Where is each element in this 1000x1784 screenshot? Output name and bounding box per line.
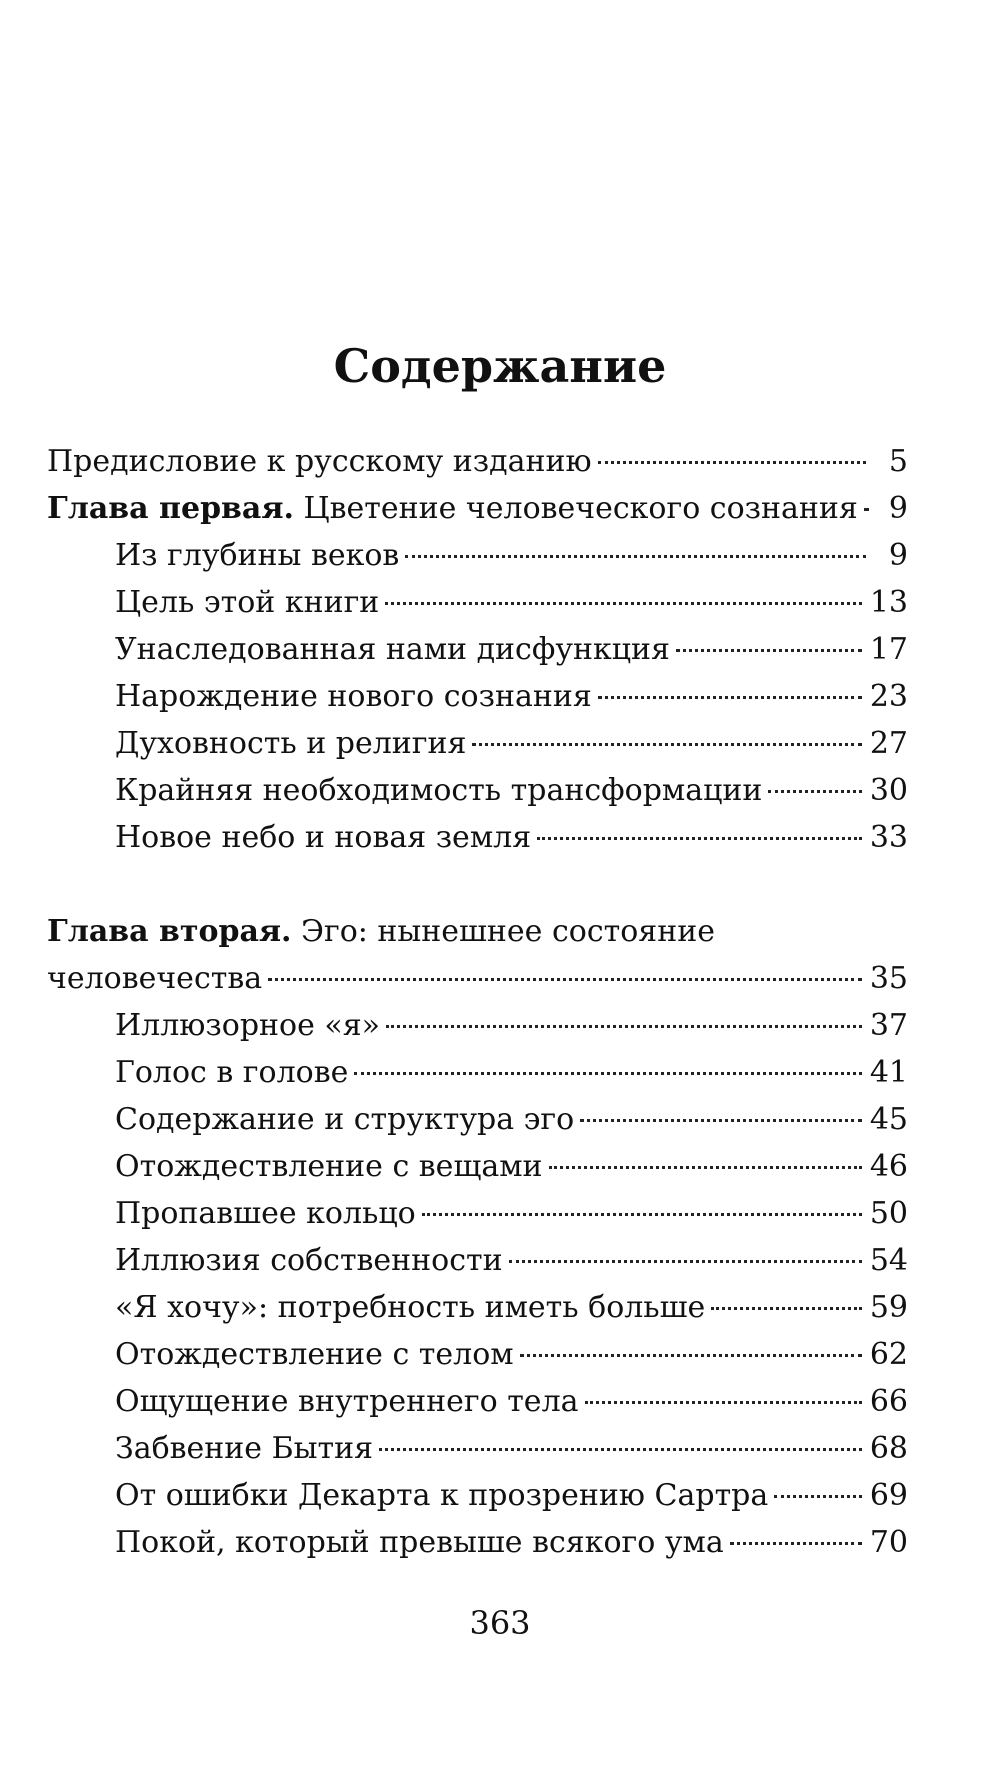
toc-entry-page: 45: [869, 1102, 908, 1137]
toc-entry-label: Предисловие к русскому изданию: [47, 444, 592, 479]
toc-entry-label: Цель этой книги: [115, 585, 380, 620]
toc-entry-page: 9: [888, 491, 908, 526]
leader-dots: [730, 1542, 862, 1545]
toc-entry-label: Голос в голове: [115, 1055, 349, 1090]
chapter-label: Глава первая.: [47, 491, 294, 526]
leader-dots: [379, 1448, 862, 1451]
leader-dots: [385, 602, 862, 605]
leader-dots: [598, 461, 866, 464]
toc-entry-page: 54: [869, 1243, 908, 1278]
toc-entry-page: 35: [869, 961, 908, 996]
toc-entry[interactable]: [115, 1523, 908, 1563]
toc-entry-preface[interactable]: [47, 442, 908, 482]
toc-entry-page: 62: [869, 1337, 908, 1372]
leader-dots: [354, 1072, 861, 1075]
toc-entry-label: Духовность и религия: [115, 726, 467, 761]
toc-entry[interactable]: [115, 1288, 908, 1328]
toc-entry-page: 13: [869, 585, 908, 620]
leader-dots: [768, 790, 861, 793]
chapter-label: Глава вторая.: [47, 914, 292, 949]
toc-entry-label: [47, 489, 858, 529]
toc-entry[interactable]: [115, 677, 908, 717]
leader-dots: [580, 1119, 862, 1122]
leader-dots: [472, 743, 861, 746]
leader-dots: [520, 1354, 862, 1357]
toc-entry-label: Иллюзорное «я»: [115, 1008, 381, 1043]
toc-entry[interactable]: [115, 724, 908, 764]
toc-entry-label: Пропавшее кольцо: [115, 1196, 416, 1231]
page-number: 363: [469, 1604, 531, 1642]
leader-dots: [598, 696, 862, 699]
toc-entry[interactable]: [115, 1241, 908, 1281]
toc-entry[interactable]: [115, 536, 908, 576]
toc-entry-label: Крайняя необходимость трансформации: [115, 773, 763, 808]
leader-dots: [864, 508, 866, 511]
toc-entry-page: 23: [869, 679, 908, 714]
toc-entry-label: Унаследованная нами дисфункция: [115, 632, 670, 667]
toc-entry-label: Новое небо и новая земля: [115, 820, 532, 855]
leader-dots: [405, 555, 866, 558]
toc-entry-page: 17: [869, 632, 908, 667]
leader-dots: [268, 978, 862, 981]
toc-entry[interactable]: [115, 1429, 908, 1469]
toc-entry[interactable]: [115, 1100, 908, 1140]
toc-entry-label: Отождествление с вещами: [115, 1149, 543, 1184]
toc-entry-page: 68: [869, 1431, 908, 1466]
toc-entry[interactable]: [115, 1335, 908, 1375]
toc-entry-label: Содержание и структура эго: [115, 1102, 575, 1137]
toc-entry[interactable]: [115, 630, 908, 670]
leader-dots: [585, 1401, 862, 1404]
toc-entry[interactable]: [115, 1006, 908, 1046]
leader-dots: [509, 1260, 862, 1263]
leader-dots: [422, 1213, 862, 1216]
toc-entry[interactable]: [115, 818, 908, 858]
toc-entry-page: 59: [869, 1290, 908, 1325]
toc-entry-page: 27: [869, 726, 908, 761]
toc-entry-label: человечества: [47, 961, 263, 996]
toc-entry-label: Покой, который превыше всякого ума: [115, 1525, 724, 1560]
toc-entry[interactable]: [115, 1476, 908, 1516]
toc-entry[interactable]: [115, 1382, 908, 1422]
toc-entry-page: 70: [869, 1525, 908, 1560]
toc-entry-label: От ошибки Декарта к прозрению Сартра: [115, 1478, 769, 1513]
toc-entry-label: Ощущение внутреннего тела: [115, 1384, 579, 1419]
toc-entry-page: 30: [869, 773, 908, 808]
toc-entry-label: Нарождение нового сознания: [115, 679, 592, 714]
toc-entry[interactable]: [115, 1194, 908, 1234]
toc-entry-page: 33: [869, 820, 908, 855]
toc-entry-page: 66: [869, 1384, 908, 1419]
toc-entry-page: 37: [869, 1008, 908, 1043]
toc-entry[interactable]: [115, 583, 908, 623]
toc-chapter-2-heading[interactable]: [47, 912, 715, 952]
toc-entry-label: Отождествление с телом: [115, 1337, 514, 1372]
chapter-title: Эго: нынешнее состояние: [291, 914, 715, 949]
toc-entry-page: 69: [869, 1478, 908, 1513]
toc-entry[interactable]: [115, 1147, 908, 1187]
leader-dots: [711, 1307, 862, 1310]
chapter-title: Цветение человеческого сознания: [293, 491, 858, 526]
toc-entry-page: 41: [869, 1055, 908, 1090]
leader-dots: [774, 1495, 862, 1498]
leader-dots: [549, 1166, 862, 1169]
leader-dots: [676, 649, 862, 652]
toc-entry-label: Забвение Бытия: [115, 1431, 374, 1466]
toc-entry-page: 46: [869, 1149, 908, 1184]
toc-entry-page: 9: [888, 538, 908, 573]
toc-entry-label: Иллюзия собственности: [115, 1243, 503, 1278]
page-title: Содержание: [333, 339, 667, 393]
toc-entry-page: 50: [869, 1196, 908, 1231]
toc-chapter-1[interactable]: [47, 489, 908, 529]
toc-entry[interactable]: [115, 1053, 908, 1093]
leader-dots: [386, 1025, 862, 1028]
toc-entry-page: 5: [888, 444, 908, 479]
toc-entry[interactable]: [115, 771, 908, 811]
toc-entry-label: «Я хочу»: потребность иметь больше: [115, 1290, 706, 1325]
toc-chapter-2[interactable]: [47, 959, 908, 999]
toc-entry-label: Из глубины веков: [115, 538, 400, 573]
leader-dots: [537, 837, 862, 840]
